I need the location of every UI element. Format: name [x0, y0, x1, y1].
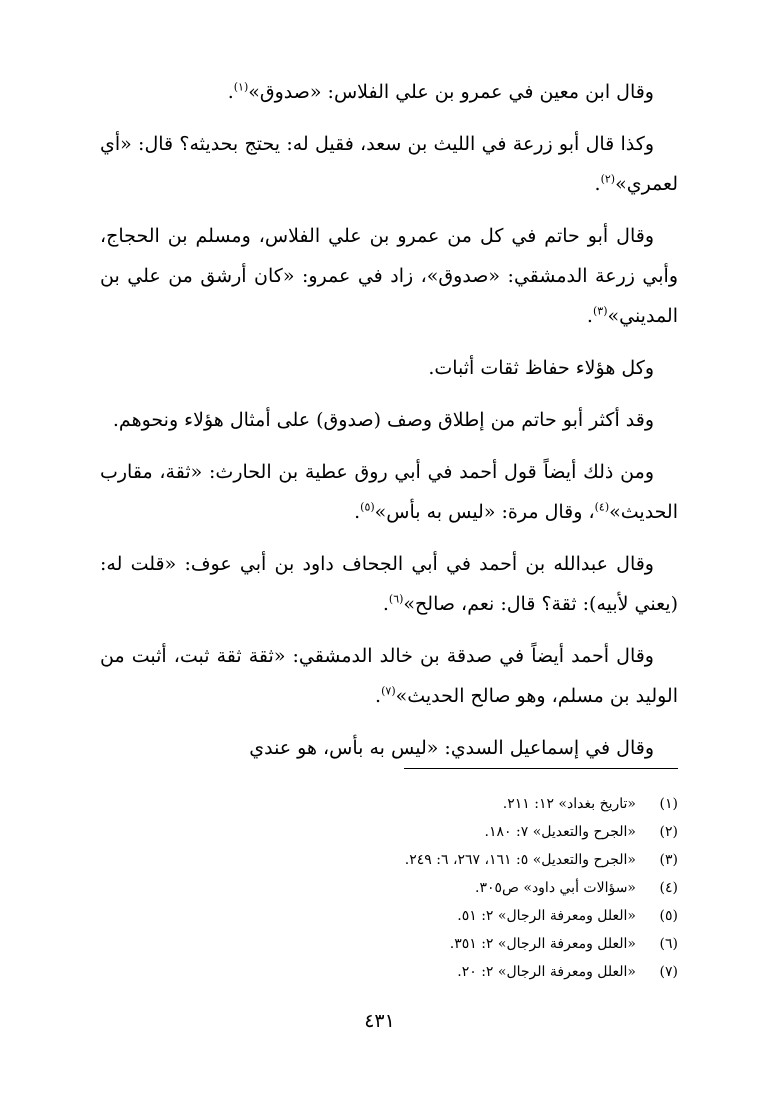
paragraph-3: وقال أبو حاتم في كل من عمرو بن علي الفلاس، ومسلم بن الحجاج، وأبي زرعة الدمشقي: «صدوق»، زاد في عمرو: «كان أرشق من علي بن المديني»$^{(٣)}$.: [100, 225, 678, 327]
footnote-5: [100, 902, 678, 930]
footnote-3: [100, 846, 678, 874]
footnote-6: [100, 930, 678, 958]
paragraph-6: ومن ذلك أيضاً قول أحمد في أبي روق عطية بن الحارث: «ثقة، مقارب الحديث»$^{(٤)}$، وقال مرة: «ليس به بأس»$^{(٥)}$.: [100, 461, 678, 523]
footnote-number: (٦): [659, 936, 678, 952]
footnote-ref-6: (٦): [388, 592, 404, 606]
footnote-2: [100, 818, 678, 846]
footnote-ref-4: (٤): [594, 500, 610, 514]
page-number: ٤٣١: [364, 1010, 395, 1032]
footnote-4: [100, 874, 678, 902]
footnote-number: (٤): [659, 880, 678, 896]
footnote-text: «العلل ومعرفة الرجال» ٢: ٣٥١.: [449, 936, 636, 952]
paragraph-4: وكل هؤلاء حفاظ ثقات أثبات.: [428, 357, 654, 379]
footnote-number: (٧): [659, 964, 678, 980]
footnote-number: (٥): [659, 908, 678, 924]
footnote-ref-3: (٣): [592, 304, 608, 318]
footnote-number: (٢): [659, 824, 678, 840]
footnote-ref-5: (٥): [360, 500, 375, 514]
paragraph-7: وقال عبدالله بن أحمد في أبي الجحاف داود بن أبي عوف: «قلت له: (يعني لأبيه): ثقة؟ قال: نعم، صالح»$^{(٦)}$.: [100, 553, 678, 615]
footnote-text: «العلل ومعرفة الرجال» ٢: ٥١.: [457, 908, 636, 924]
footnotes: [100, 790, 678, 986]
footnote-number: (١): [659, 796, 678, 812]
footnote-number: (٣): [659, 852, 678, 868]
footnote-1: [100, 790, 678, 818]
paragraph-2: وكذا قال أبو زرعة في الليث بن سعد، فقيل له: يحتج بحديثه؟ قال: «أي لعمري»$^{(٢)}$.: [100, 133, 678, 195]
footnote-divider: [404, 768, 678, 769]
footnote-ref-2: (٢): [600, 172, 616, 186]
paragraph-5: وقد أكثر أبو حاتم من إطلاق وصف (صدوق) على أمثال هؤلاء ونحوهم.: [112, 409, 654, 431]
footnote-7: [100, 958, 678, 986]
main-text: [100, 72, 678, 780]
footnote-text: «تاريخ بغداد» ١٢: ٢١١.: [502, 796, 636, 812]
paragraph-1: وقال ابن معين في عمرو بن علي الفلاس: «صدوق»$^{(١)}$.: [227, 80, 654, 103]
footnote-text: «سؤالات أبي داود» ص٣٠٥.: [474, 880, 636, 896]
footnote-ref-1: (١): [233, 80, 249, 94]
paragraph-8: وقال أحمد أيضاً في صدقة بن خالد الدمشقي: «ثقة ثقة ثبت، أثبت من الوليد بن مسلم، وهو صالح الحديث»$^{(٧)}$.: [100, 645, 678, 707]
footnote-text: «الجرح والتعديل» ٧: ١٨٠.: [484, 824, 636, 840]
footnote-text: «الجرح والتعديل» ٥: ١٦١، ٢٦٧، ٦: ٢٤٩.: [404, 852, 636, 868]
footnote-ref-7: (٧): [381, 684, 396, 698]
footnote-text: «العلل ومعرفة الرجال» ٢: ٢٠.: [457, 964, 636, 980]
paragraph-9: وقال في إسماعيل السدي: «ليس به بأس، هو عندي: [249, 737, 654, 759]
